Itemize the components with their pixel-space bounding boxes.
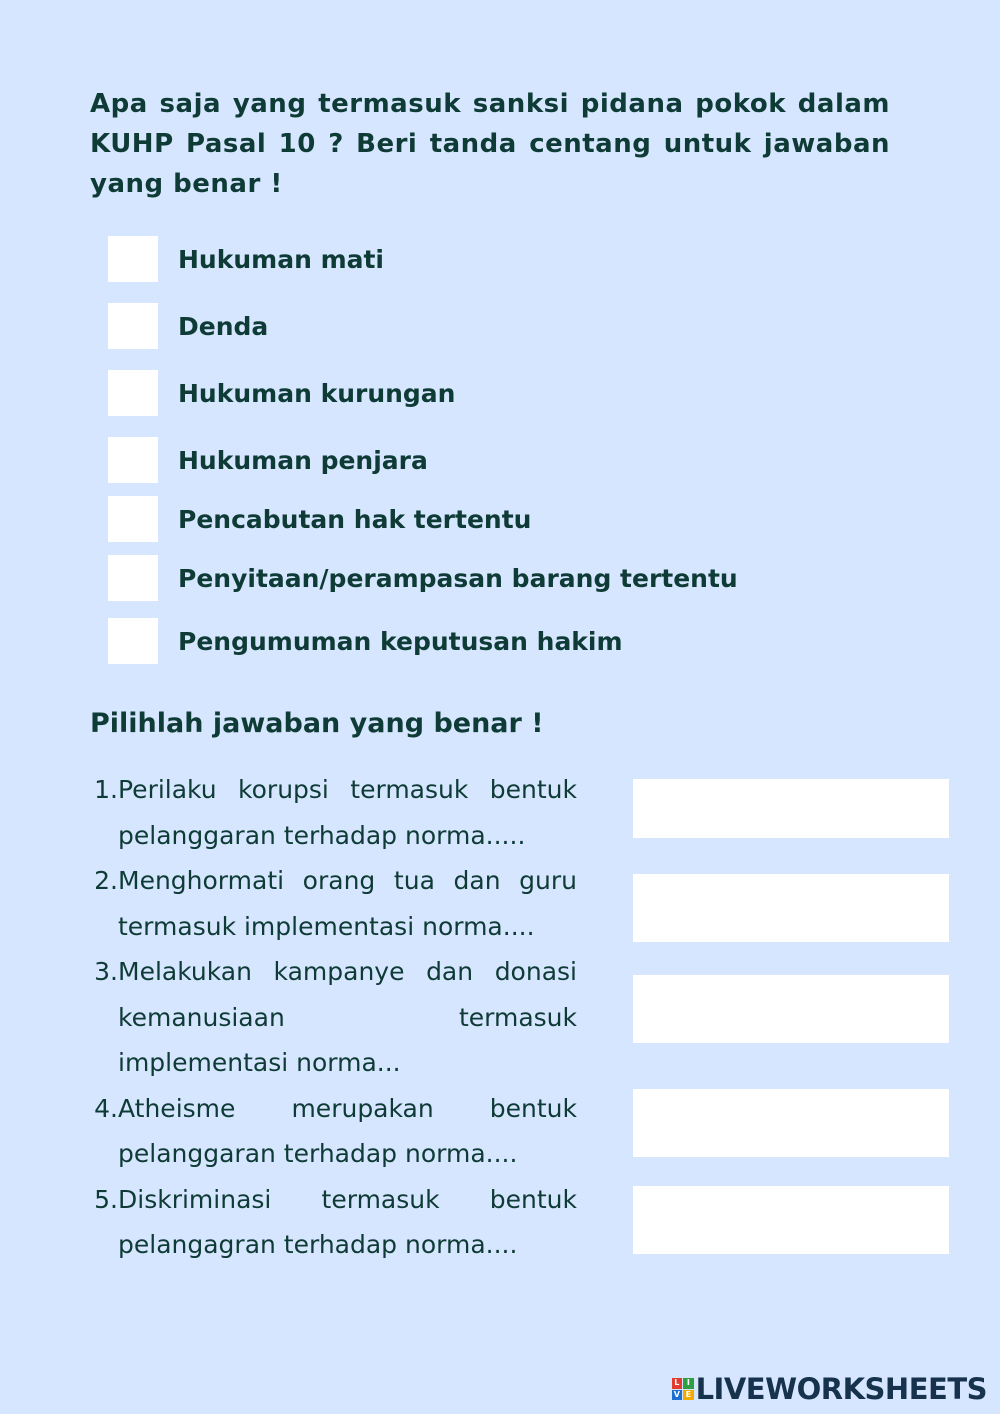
checkbox[interactable] xyxy=(108,303,158,349)
logo-letter: I xyxy=(683,1378,694,1389)
question-title: Apa saja yang termasuk sanksi pidana pokok dalam KUHP Pasal 10 ? Beri tanda centang untuk jawaban yang benar ! xyxy=(90,89,890,199)
answer-box-2[interactable] xyxy=(633,874,949,942)
question-list xyxy=(90,767,577,1268)
option-label: Pengumuman keputusan hakim xyxy=(178,626,623,656)
option-row xyxy=(108,496,531,542)
checkbox[interactable] xyxy=(108,437,158,483)
liveworksheets-icon xyxy=(672,1378,694,1400)
option-row xyxy=(108,555,738,601)
checkbox[interactable] xyxy=(108,618,158,664)
option-row xyxy=(108,618,623,664)
option-label: Hukuman mati xyxy=(178,244,385,274)
option-row xyxy=(108,236,384,282)
option-label: Penyitaan/perampasan barang tertentu xyxy=(178,563,738,593)
answer-box-1[interactable] xyxy=(633,779,949,838)
item-text: Menghormati orang tua dan guru termasuk implementasi norma.... xyxy=(118,866,577,941)
option-label: Hukuman kurungan xyxy=(178,378,456,408)
answer-box-4[interactable] xyxy=(633,1089,949,1157)
item-number: 3. xyxy=(94,957,118,986)
answer-box-5[interactable] xyxy=(633,1186,949,1254)
option-label: Denda xyxy=(178,311,269,341)
logo-letter: E xyxy=(683,1390,694,1401)
item-text: Diskriminasi termasuk bentuk pelangagran terhadap norma.... xyxy=(118,1184,577,1259)
option-row xyxy=(108,437,428,483)
checkbox[interactable] xyxy=(108,496,158,542)
item-number: 2. xyxy=(94,866,118,895)
brand-name: LIVEWORKSHEETS xyxy=(695,1372,987,1406)
list-item xyxy=(90,1086,577,1177)
option-row xyxy=(108,303,268,349)
section-title: Pilihlah jawaban yang benar ! xyxy=(90,708,544,739)
item-text: Atheisme merupakan bentuk pelanggaran terhadap norma.... xyxy=(118,1093,577,1168)
option-row xyxy=(108,370,455,416)
checkbox[interactable] xyxy=(108,555,158,601)
checkbox[interactable] xyxy=(108,370,158,416)
list-item xyxy=(90,858,577,949)
logo-letter: L xyxy=(672,1378,683,1389)
checkbox[interactable] xyxy=(108,236,158,282)
list-item xyxy=(90,949,577,1086)
answer-box-3[interactable] xyxy=(633,975,949,1043)
list-item xyxy=(90,1177,577,1268)
item-text: Perilaku korupsi termasuk bentuk pelanggaran terhadap norma..... xyxy=(118,775,577,850)
option-label: Hukuman penjara xyxy=(178,445,428,475)
item-text: Melakukan kampanye dan donasi kemanusiaan termasuk implementasi norma... xyxy=(118,957,577,1077)
brand-logo xyxy=(672,1372,987,1406)
list-item xyxy=(90,767,577,858)
logo-letter: V xyxy=(672,1390,683,1401)
item-number: 5. xyxy=(94,1184,118,1214)
option-label: Pencabutan hak tertentu xyxy=(178,504,532,534)
item-number: 4. xyxy=(94,1093,118,1123)
item-number: 1. xyxy=(94,775,118,804)
